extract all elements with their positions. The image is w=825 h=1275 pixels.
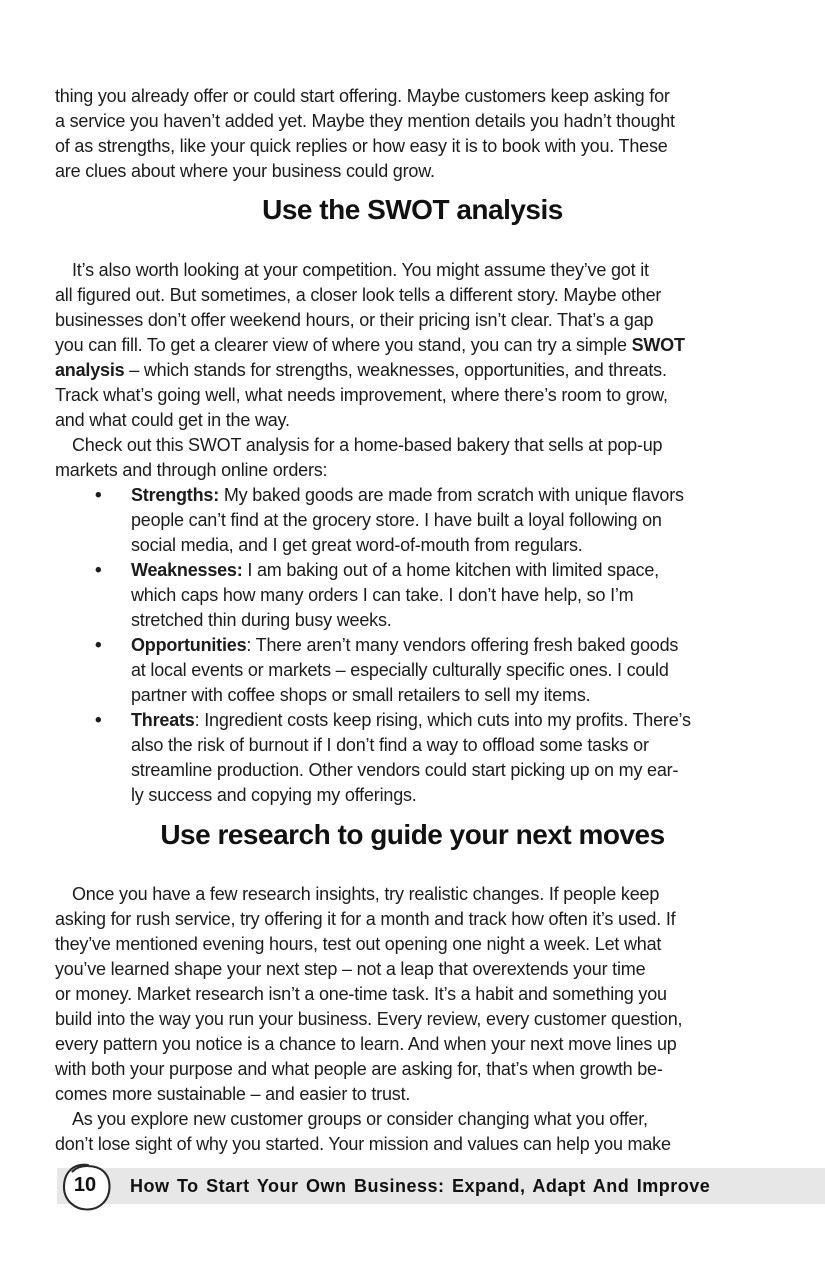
bullet-threats-text: Threats: Ingredient costs keep rising, which cuts into my profits. There’s also the risk of burnout if I don’t find a way to offload some tasks or streamline production. Other vendors could start picking up on my ear- ly success and copying my offerings.	[131, 710, 691, 805]
bullet-strengths	[55, 483, 770, 558]
swot-bullet-list	[55, 483, 770, 808]
bullet-icon: •	[95, 635, 102, 656]
bullet-threats	[55, 708, 770, 808]
body-paragraph-intro: thing you already offer or could start offering. Maybe customers keep asking for a service you haven’t added yet. Maybe they mention details you hadn’t thought of as strengths, like your quick replies or how easy it is to book with you. These are clues about where your business could grow.	[55, 86, 675, 181]
section-heading-swot: Use the SWOT analysis	[262, 194, 563, 225]
bullet-opportunities-text: Opportunities: There aren’t many vendors offering fresh baked goods at local events or markets – especially culturally specific ones. I could partner with coffee shops or small retailers to sell my items.	[131, 635, 679, 705]
bullet-strengths-text: Strengths: My baked goods are made from scratch with unique flavors people can’t find at the grocery store. I have built a loyal following on social media, and I get great word-of-mouth from regulars.	[131, 485, 684, 555]
body-paragraph-competition: It’s also worth looking at your competition. You might assume they’ve got it all figured out. But sometimes, a closer look tells a different story. Maybe other businesses don’t offer weekend hours, or their pricing isn’t clear. That’s a gap you can fill. To get a clearer view of where you stand, you can try a simple SWOT analysis – which stands for strengths, weaknesses, opportunities, and threats. Track what’s going well, what needs improvement, where there’s room to grow, and what could get in the way.	[55, 260, 685, 430]
footer-book-title: How To Start Your Own Business: Expand, Adapt And Improve	[130, 1176, 711, 1196]
page-number-badge	[59, 1160, 113, 1213]
section-heading-research: Use research to guide your next moves	[160, 819, 665, 850]
body-paragraph-once: Once you have a few research insights, try realistic changes. If people keep asking for rush service, try offering it for a month and track how often it’s used. If they’ve mentioned evening hours, test out opening one night a week. Let what you’ve learned shape your next step – not a leap that overextends your time or money. Market research isn’t a one-time task. It’s a habit and something you build into the way you run your business. Every review, every customer question, every pattern you notice is a chance to learn. And when your next move lines up with both your purpose and what people are asking for, that’s when growth be- comes more sustainable – and easier to trust.	[55, 884, 683, 1104]
bullet-icon: •	[95, 710, 102, 731]
bullet-weaknesses	[55, 558, 770, 633]
body-paragraph-explore: As you explore new customer groups or consider changing what you offer, don’t lose sight of why you started. Your mission and values can help you make	[55, 1109, 671, 1154]
body-paragraph-checkout: Check out this SWOT analysis for a home-based bakery that sells at pop-up markets and through online orders:	[55, 435, 663, 480]
page-number: 10	[73, 1174, 97, 1196]
footer-bar	[57, 1168, 825, 1204]
bullet-icon: •	[95, 485, 102, 506]
bullet-weaknesses-text: Weaknesses: I am baking out of a home kitchen with limited space, which caps how many orders I can take. I don’t have help, so I’m stretched thin during busy weeks.	[131, 560, 659, 630]
bullet-opportunities	[55, 633, 770, 708]
bullet-icon: •	[95, 560, 102, 581]
page-body	[55, 84, 770, 1157]
